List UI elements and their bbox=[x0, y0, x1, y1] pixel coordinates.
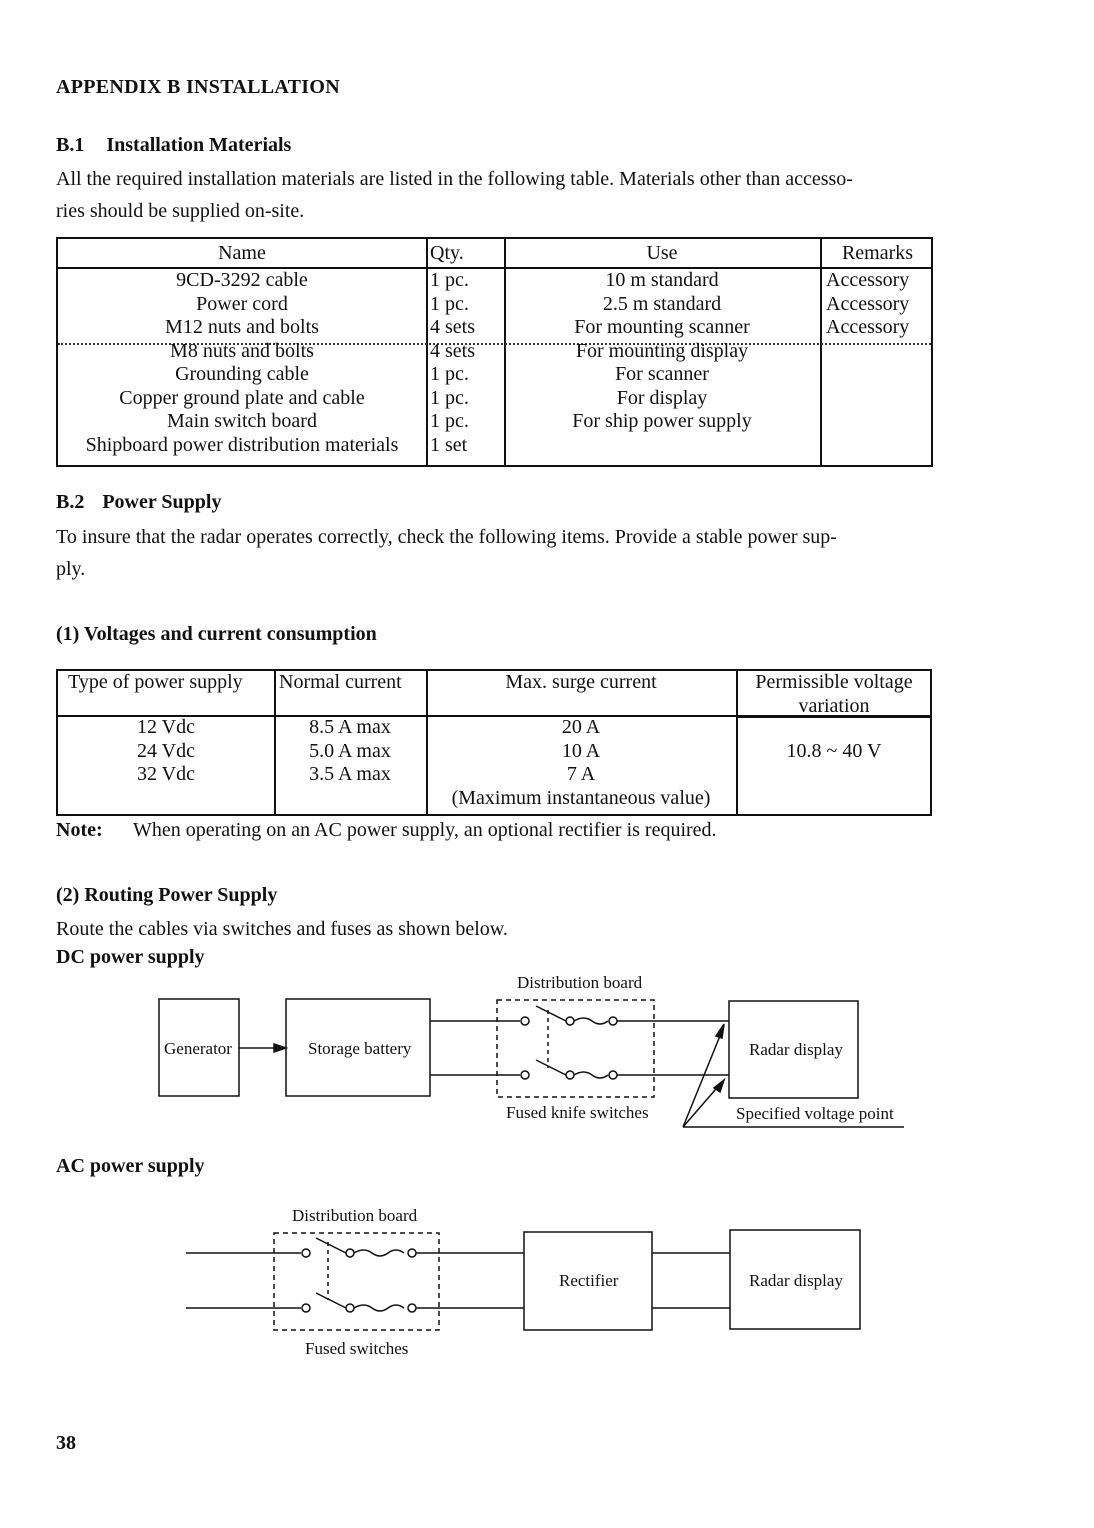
row-qty: 4 sets bbox=[430, 339, 475, 362]
type-32: 32 Vdc bbox=[137, 763, 195, 785]
ac-distribution-board-label: Distribution board bbox=[292, 1206, 418, 1225]
b2-para-line-2: ply. bbox=[56, 558, 86, 580]
fuse bbox=[574, 1018, 608, 1024]
row-name: M12 nuts and bolts bbox=[165, 316, 319, 338]
ac-title: AC power supply bbox=[56, 1155, 205, 1177]
row-use: For ship power supply bbox=[572, 410, 752, 432]
row-qty: 1 pc. bbox=[430, 269, 469, 291]
rectifier-label: Rectifier bbox=[559, 1271, 619, 1290]
dc-title: DC power supply bbox=[56, 946, 205, 968]
row-use: For mounting scanner bbox=[574, 316, 750, 338]
knife-blade bbox=[316, 1238, 346, 1253]
row-name: Grounding cable bbox=[175, 363, 309, 385]
surge-32: 7 A bbox=[566, 763, 596, 785]
type-24: 24 Vdc bbox=[137, 739, 195, 762]
row-name: Main switch board bbox=[167, 410, 317, 432]
row-use: 10 m standard bbox=[605, 269, 719, 291]
row-qty: 1 pc. bbox=[430, 363, 469, 385]
switch-terminal bbox=[521, 1017, 529, 1025]
fuse bbox=[574, 1072, 608, 1078]
row-use: For display bbox=[616, 386, 708, 409]
row-name: Power cord bbox=[196, 292, 288, 315]
header-use: Use bbox=[646, 242, 678, 264]
voltage-range: 10.8 ~ 40 V bbox=[786, 740, 882, 762]
distribution-board-dashed bbox=[497, 1000, 654, 1097]
routing-subheading: (2) Routing Power Supply bbox=[56, 884, 278, 906]
row-use: For mounting display bbox=[575, 339, 749, 362]
routing-paragraph: Route the cables via switches and fuses as shown below. bbox=[56, 918, 508, 940]
section-b1-title: Installation Materials bbox=[106, 134, 292, 156]
normal-12: 8.5 A max bbox=[309, 716, 391, 738]
radar-display-label-ac: Radar display bbox=[749, 1271, 843, 1290]
fuse bbox=[354, 1305, 404, 1311]
row-qty: 1 set bbox=[430, 433, 468, 456]
storage-battery-label: Storage battery bbox=[308, 1039, 412, 1058]
voltage-point-pointer bbox=[683, 1026, 724, 1127]
section-b2-number: B.2 bbox=[56, 491, 85, 513]
row-qty: 1 pc. bbox=[430, 410, 469, 432]
row-qty: 1 pc. bbox=[430, 386, 469, 409]
section-b2-title: Power Supply bbox=[102, 491, 222, 513]
switch-terminal bbox=[302, 1249, 310, 1257]
header-voltage-line1: Permissible voltage bbox=[755, 671, 913, 693]
switch-terminal bbox=[408, 1249, 416, 1257]
generator-label: Generator bbox=[164, 1039, 232, 1058]
row-qty: 1 pc. bbox=[430, 292, 469, 315]
surge-24: 10 A bbox=[561, 739, 601, 762]
knife-blade bbox=[536, 1060, 566, 1075]
header-voltage-line2: variation bbox=[798, 694, 870, 717]
arrowhead bbox=[716, 1024, 724, 1038]
row-qty: 4 sets bbox=[430, 316, 475, 338]
row-use: For scanner bbox=[615, 363, 709, 385]
specified-voltage-point-label: Specified voltage point bbox=[736, 1104, 894, 1123]
knife-blade bbox=[316, 1293, 346, 1308]
b1-para-line-2: ries should be supplied on-site. bbox=[56, 200, 305, 222]
header-name: Name bbox=[218, 242, 266, 264]
header-normal: Normal current bbox=[279, 671, 402, 693]
b2-para-line-1: To insure that the radar operates correctly, check the following items. Provide a stable power sup- bbox=[56, 526, 837, 548]
header-qty: Qty. bbox=[430, 242, 464, 264]
surge-12: 20 A bbox=[561, 716, 601, 738]
normal-24: 5.0 A max bbox=[309, 739, 391, 762]
switch-terminal bbox=[346, 1249, 354, 1257]
row-name: M8 nuts and bolts bbox=[170, 339, 314, 362]
arrowhead bbox=[274, 1044, 286, 1052]
row-name: Shipboard power distribution materials bbox=[85, 433, 399, 456]
fused-knife-switches-label: Fused knife switches bbox=[506, 1103, 649, 1122]
switch-terminal bbox=[521, 1071, 529, 1079]
row-use: 2.5 m standard bbox=[602, 292, 722, 315]
type-12: 12 Vdc bbox=[137, 716, 195, 738]
radar-display-label-dc: Radar display bbox=[749, 1040, 843, 1059]
header-type: Type of power supply bbox=[68, 671, 243, 693]
row-remarks: Accessory bbox=[826, 269, 910, 291]
page-number: 38 bbox=[56, 1432, 76, 1454]
note-label: Note: bbox=[56, 819, 103, 841]
voltages-subheading: (1) Voltages and current consumption bbox=[56, 623, 377, 645]
switch-terminal bbox=[609, 1071, 617, 1079]
surge-note: (Maximum instantaneous value) bbox=[451, 787, 711, 809]
row-name: Copper ground plate and cable bbox=[119, 386, 365, 409]
switch-terminal bbox=[408, 1304, 416, 1312]
note-text: When operating on an AC power supply, an optional rectifier is required. bbox=[133, 819, 717, 841]
appendix-title: APPENDIX B INSTALLATION bbox=[56, 76, 340, 98]
normal-32: 3.5 A max bbox=[309, 763, 391, 785]
row-remarks: Accessory bbox=[826, 292, 910, 315]
row-remarks: Accessory bbox=[826, 316, 910, 338]
dc-distribution-board-label: Distribution board bbox=[517, 973, 643, 992]
header-surge: Max. surge current bbox=[505, 671, 657, 693]
switch-terminal bbox=[346, 1304, 354, 1312]
switch-terminal bbox=[302, 1304, 310, 1312]
header-remarks: Remarks bbox=[841, 242, 914, 264]
knife-blade bbox=[536, 1006, 566, 1021]
ac-distribution-board-dashed bbox=[274, 1233, 439, 1330]
fused-switches-label: Fused switches bbox=[305, 1339, 409, 1358]
row-name: 9CD-3292 cable bbox=[176, 269, 308, 291]
switch-terminal bbox=[566, 1071, 574, 1079]
section-b1-number: B.1 bbox=[56, 134, 85, 156]
fuse bbox=[354, 1250, 404, 1256]
switch-terminal bbox=[609, 1017, 617, 1025]
b1-para-line-1: All the required installation materials are listed in the following table. Materials other than accesso- bbox=[56, 168, 853, 190]
switch-terminal bbox=[566, 1017, 574, 1025]
